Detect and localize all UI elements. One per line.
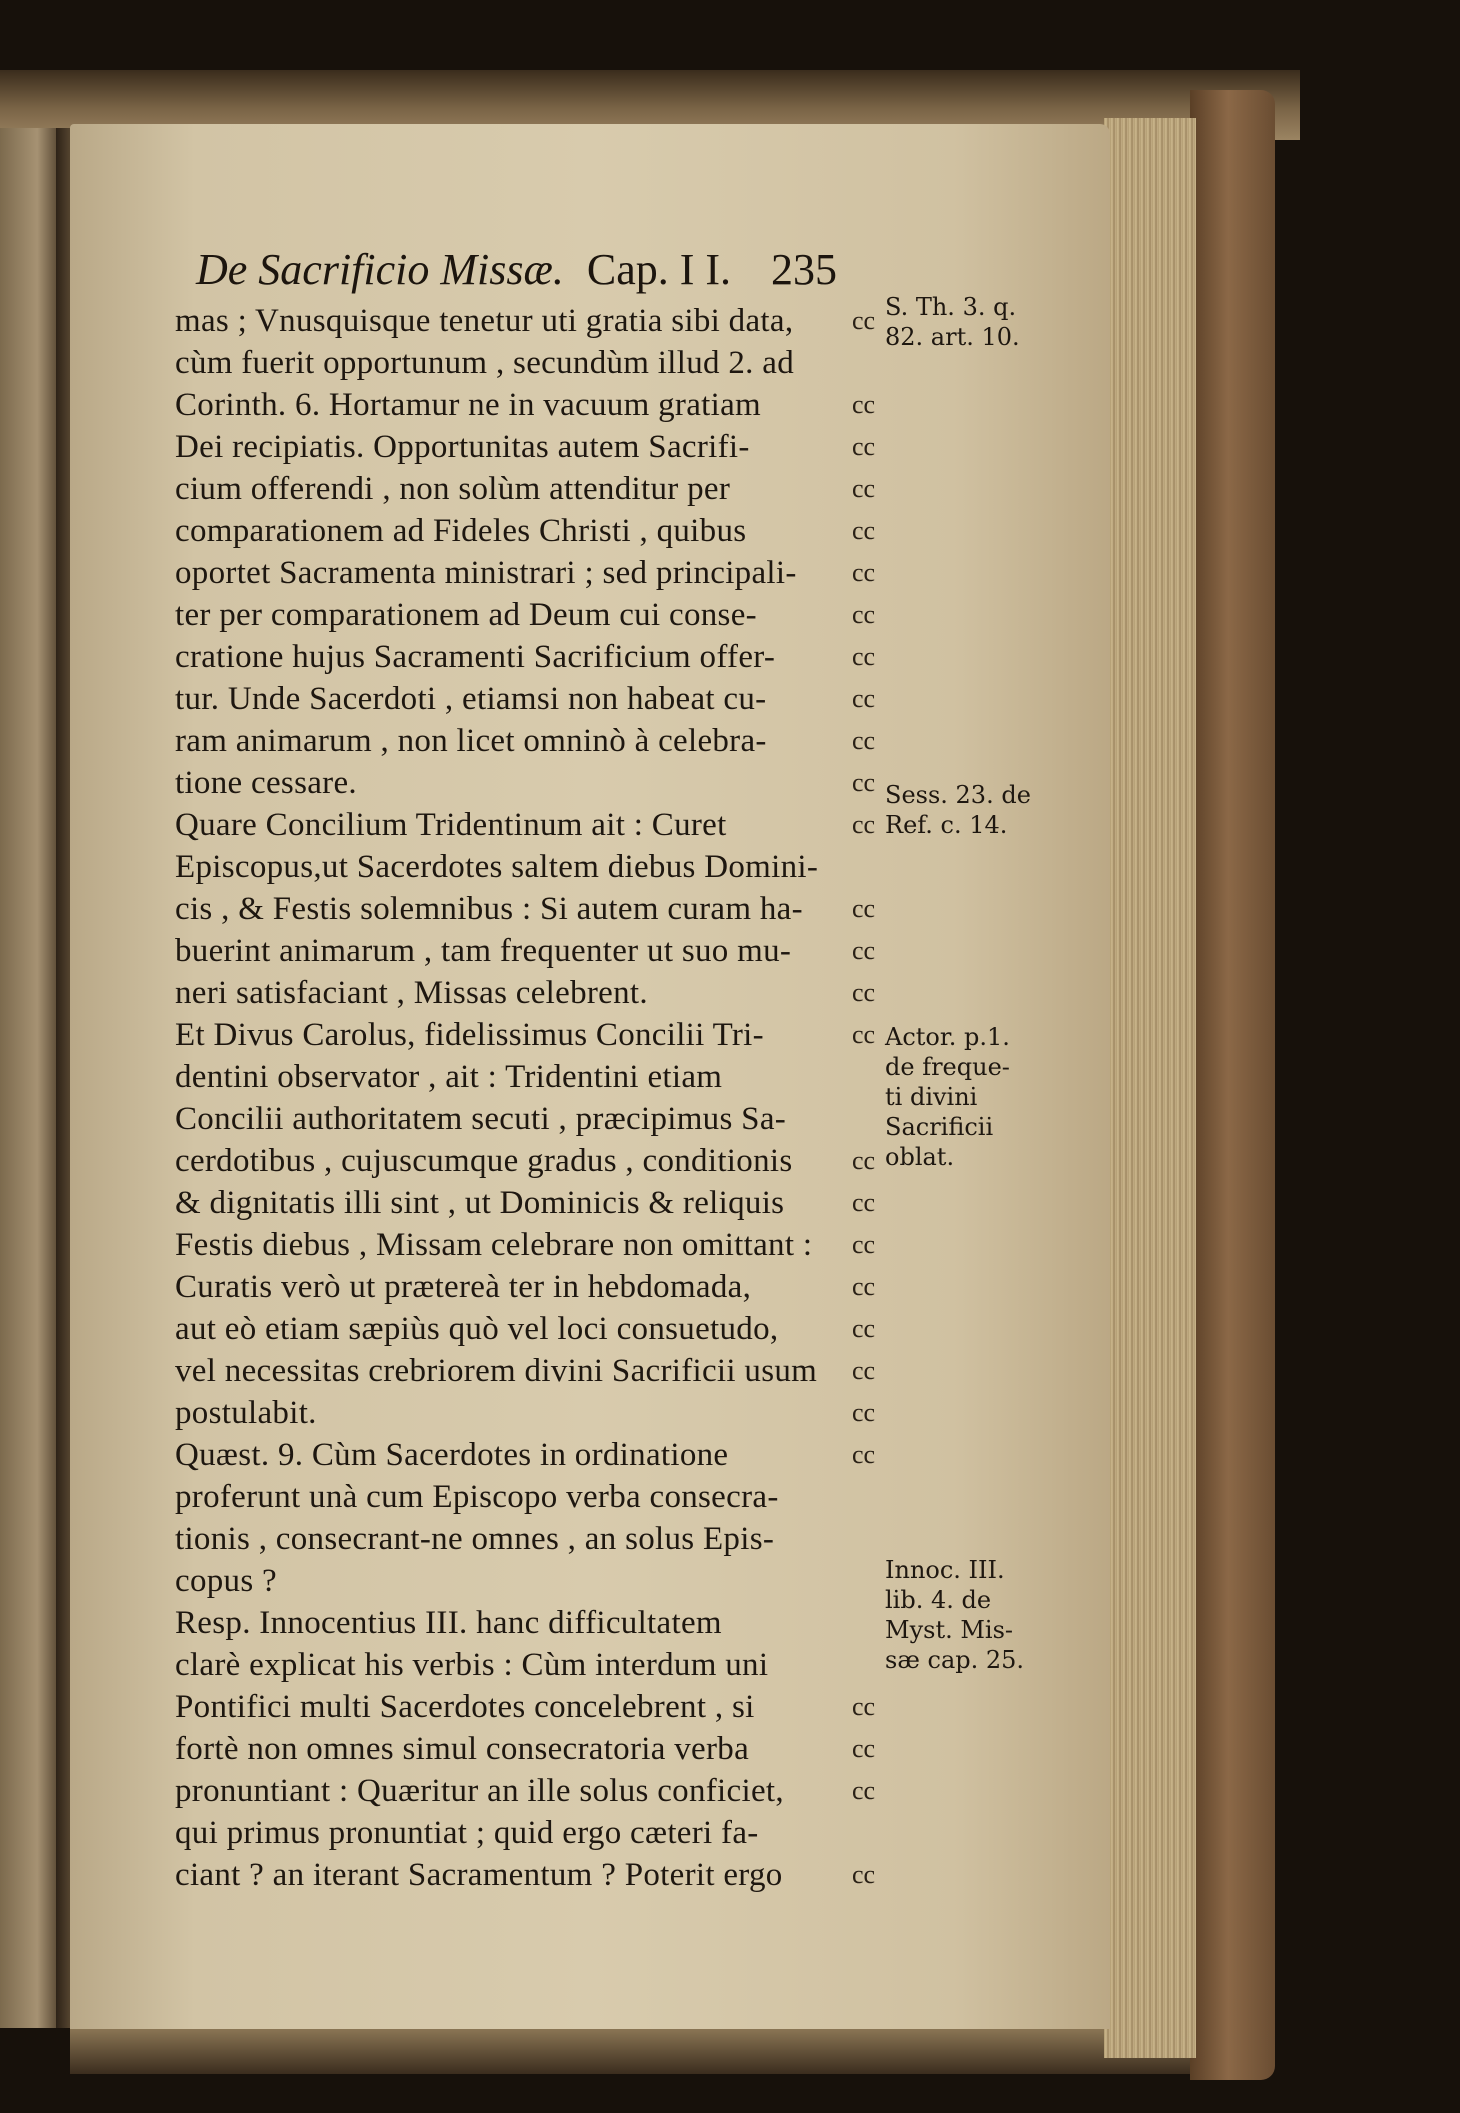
quote-mark: cc xyxy=(852,894,876,923)
margin-note-line: Innoc. III. xyxy=(885,1556,1005,1584)
text-line: cis , & Festis solemnibus : Si autem curam ha- xyxy=(175,891,803,927)
text-line: cùm fuerit opportunum , secundùm illud 2. ad xyxy=(175,345,795,381)
quote-mark: cc xyxy=(852,1356,876,1385)
text-line: Curatis verò ut prætereà ter in hebdomada, xyxy=(175,1269,752,1305)
text-line: Pontifici multi Sacerdotes concelebrent , si xyxy=(175,1689,755,1725)
margin-note xyxy=(885,292,1045,352)
text-line: Et Divus Carolus, fidelissimus Concilii Tri- xyxy=(175,1017,764,1053)
margin-note-line: Sess. 23. de xyxy=(885,781,1031,809)
quote-mark: cc xyxy=(852,516,876,545)
header-chapter: Cap. I I. xyxy=(586,245,732,294)
quote-mark: cc xyxy=(852,432,876,461)
text-line: tione cessare. xyxy=(175,765,357,801)
quote-mark xyxy=(852,1602,882,1644)
quote-mark: cc xyxy=(852,1692,876,1721)
text-line: Concilii authoritatem secuti , præcipimus Sa- xyxy=(175,1101,787,1137)
text-line: buerint animarum , tam frequenter ut suo mu- xyxy=(175,933,792,969)
margin-note-line: S. Th. 3. q. xyxy=(885,293,1017,321)
text-line: tionis , consecrant-ne omnes , an solus Epis- xyxy=(175,1521,775,1557)
text-line: cratione hujus Sacramenti Sacrificium offer- xyxy=(175,639,776,675)
quote-mark xyxy=(852,1644,882,1686)
quote-mark: cc xyxy=(852,642,876,671)
text-line: Quæst. 9. Cùm Sacerdotes in ordinatione xyxy=(175,1437,729,1473)
margin-note-line: Myst. Mis- xyxy=(885,1616,1014,1644)
quote-mark: cc xyxy=(852,1020,876,1049)
text-line: fortè non omnes simul consecratoria verba xyxy=(175,1731,750,1767)
text-line: ter per comparationem ad Deum cui conse- xyxy=(175,597,757,633)
text-line: & dignitatis illi sint , ut Dominicis & reliquis xyxy=(175,1185,785,1221)
quote-mark: cc xyxy=(852,768,876,797)
text-line: Dei recipiatis. Opportunitas autem Sacrifi- xyxy=(175,429,750,465)
text-line: neri satisfaciant , Missas celebrent. xyxy=(175,975,648,1011)
text-line: postulabit. xyxy=(175,1395,317,1431)
quote-mark: cc xyxy=(852,978,876,1007)
text-line: oportet Sacramenta ministrari ; sed principali- xyxy=(175,555,797,591)
text-line: Resp. Innocentius III. hanc difficultatem xyxy=(175,1605,722,1641)
quote-mark: cc xyxy=(852,1860,876,1889)
margin-note-line: Ref. c. 14. xyxy=(885,811,1008,839)
quote-mark xyxy=(852,1518,882,1560)
text-line: ciant ? an iterant Sacramentum ? Poterit ergo xyxy=(175,1857,783,1893)
quote-mark: cc xyxy=(852,600,876,629)
text-line: Episcopus,ut Sacerdotes saltem diebus Domini- xyxy=(175,849,819,885)
text-line: proferunt unà cum Episcopo verba consecra- xyxy=(175,1479,779,1515)
quote-mark xyxy=(852,1476,882,1518)
text-line: Festis diebus , Missam celebrare non omittant : xyxy=(175,1227,813,1263)
left-page-edge xyxy=(0,128,62,2028)
quote-mark: cc xyxy=(852,558,876,587)
quote-mark: cc xyxy=(852,936,876,965)
margin-note-line: de freque- xyxy=(885,1053,1010,1081)
quote-mark: cc xyxy=(852,726,876,755)
text-line: pronuntiant : Quæritur an ille solus conficiet, xyxy=(175,1773,784,1809)
text-line: cium offerendi , non solùm attenditur per xyxy=(175,471,731,507)
margin-note xyxy=(885,780,1045,840)
text-line: ram animarum , non licet omninò à celebra- xyxy=(175,723,767,759)
quote-mark: cc xyxy=(852,1146,876,1175)
text-line: vel necessitas crebriorem divini Sacrificii usum xyxy=(175,1353,818,1389)
quote-mark: cc xyxy=(852,810,876,839)
quote-mark xyxy=(852,1560,882,1602)
margin-note xyxy=(885,1022,1045,1172)
text-line: copus ? xyxy=(175,1563,277,1599)
quote-mark: cc xyxy=(852,390,876,419)
text-line: cerdotibus , cujuscumque gradus , conditionis xyxy=(175,1143,793,1179)
quote-mark: cc xyxy=(852,684,876,713)
margin-note-line: lib. 4. de xyxy=(885,1586,992,1614)
quote-mark: cc xyxy=(852,1398,876,1427)
quote-mark: cc xyxy=(852,306,876,335)
page-number: 235 xyxy=(771,245,837,294)
text-line: mas ; Vnusquisque tenetur uti gratia sibi data, xyxy=(175,303,794,339)
quote-mark xyxy=(852,1056,882,1098)
quote-mark xyxy=(852,342,882,384)
margin-note-line: Actor. p.1. xyxy=(885,1023,1010,1051)
margin-note xyxy=(885,1555,1045,1675)
margin-note-line: oblat. xyxy=(885,1143,955,1171)
margin-note-line: ti divini xyxy=(885,1083,978,1111)
margin-note-line: Sacrificii xyxy=(885,1113,994,1141)
margin-note-line: sæ cap. 25. xyxy=(885,1646,1025,1674)
page-bottom-edge xyxy=(70,2029,1200,2074)
header-title: De Sacrificio Missæ. xyxy=(196,245,564,294)
text-line: comparationem ad Fideles Christi , quibus xyxy=(175,513,747,549)
text-line: dentini observator , ait : Tridentini etiam xyxy=(175,1059,723,1095)
quote-mark: cc xyxy=(852,1230,876,1259)
text-line: Quare Concilium Tridentinum ait : Curet xyxy=(175,807,727,843)
quote-mark: cc xyxy=(852,1188,876,1217)
text-line: aut eò etiam sæpiùs quò vel loci consuetudo, xyxy=(175,1311,779,1347)
quote-mark: cc xyxy=(852,1272,876,1301)
quote-mark: cc xyxy=(852,1776,876,1805)
quote-mark xyxy=(852,1098,882,1140)
quote-mark xyxy=(852,1812,882,1854)
quote-mark: cc xyxy=(852,1440,876,1469)
quote-mark: cc xyxy=(852,1314,876,1343)
running-header xyxy=(196,244,846,295)
text-line: clarè explicat his verbis : Cùm interdum uni xyxy=(175,1647,769,1683)
quote-mark: cc xyxy=(852,1734,876,1763)
quote-mark xyxy=(852,846,882,888)
text-line: Corinth. 6. Hortamur ne in vacuum gratiam xyxy=(175,387,761,423)
text-line: qui primus pronuntiat ; quid ergo cæteri fa- xyxy=(175,1815,759,1851)
page-block-edges xyxy=(1104,118,1196,2058)
text-line: tur. Unde Sacerdoti , etiamsi non habeat cu- xyxy=(175,681,767,717)
margin-note-line: 82. art. 10. xyxy=(885,323,1020,351)
back-cover xyxy=(1190,90,1275,2080)
quote-mark: cc xyxy=(852,474,876,503)
quote-marks-column xyxy=(852,300,882,1896)
body-text xyxy=(175,300,840,1896)
